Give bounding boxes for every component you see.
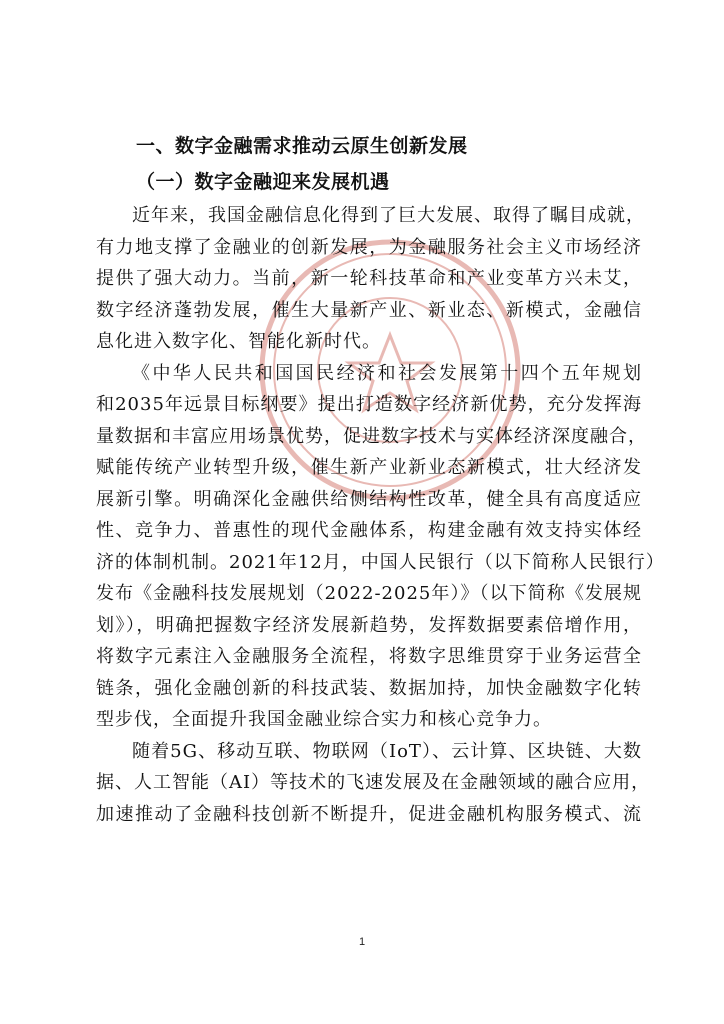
text-line: 和2035年远景目标纲要》提出打造数字经济新优势，充分发挥海 (96, 394, 642, 415)
text-line: 性、竞争力、普惠性的现代金融体系，构建金融有效支持实体经 (96, 520, 642, 541)
paragraph-2 (96, 358, 665, 736)
text-line: 据、人工智能（AI）等技术的飞速发展及在金融领域的融合应用， (96, 772, 651, 793)
text-line: 有力地支撑了金融业的创新发展，为金融服务社会主义市场经济 (96, 236, 642, 258)
text-line: 提供了强大动力。当前，新一轮科技革命和产业变革方兴未艾， (96, 268, 642, 289)
page-number: 1 (358, 936, 366, 948)
text-line: 《中华人民共和国国民经济和社会发展第十四个五年规划 (132, 362, 642, 384)
paragraph-1 (96, 200, 645, 358)
text-line: 加速推动了金融科技创新不断提升，促进金融机构服务模式、流 (96, 803, 642, 825)
text-line: 赋能传统产业转型升级，催生新产业新业态新模式，壮大经济发 (96, 457, 642, 478)
text-line: 息化进入数字化、智能化新时代。 (96, 331, 381, 352)
text-line: 链条，强化金融创新的科技武装、数据加持，加快金融数字化转 (96, 677, 642, 699)
paragraph-3 (96, 736, 651, 831)
text-line: 发布《金融科技发展规划（2022-2025年）》（以下简称《发展规 (96, 583, 642, 604)
text-line: 划》），明确把握数字经济发展新趋势，发挥数据要素倍增作用， (96, 614, 642, 636)
text-line: 量数据和丰富应用场景优势，促进数字技术与实体经济深度融合， (96, 425, 647, 447)
text-line: 展新引擎。明确深化金融供给侧结构性改革，健全具有高度适应 (96, 488, 642, 510)
text-line: 数字经济蓬勃发展，催生大量新产业、新业态、新模式，金融信 (96, 299, 642, 321)
text-line: 济的体制机制。2021年12月，中国人民银行（以下简称人民银行） (96, 551, 665, 573)
text-line: 型步伐，全面提升我国金融业综合实力和核心竞争力。 (96, 709, 552, 730)
heading-level-1: 一、数字金融需求推动云原生创新发展 (136, 135, 468, 157)
document-body (96, 128, 665, 830)
text-line: 近年来，我国金融信息化得到了巨大发展、取得了瞩目成就， (132, 205, 645, 226)
text-line: 将数字元素注入金融服务全流程，将数字思维贯穿于业务运营全 (96, 646, 642, 667)
text-line: 随着5G、移动互联、物联网（IoT）、云计算、区块链、大数 (132, 740, 642, 762)
heading-level-2: （一）数字金融迎来发展机遇 (136, 171, 390, 193)
